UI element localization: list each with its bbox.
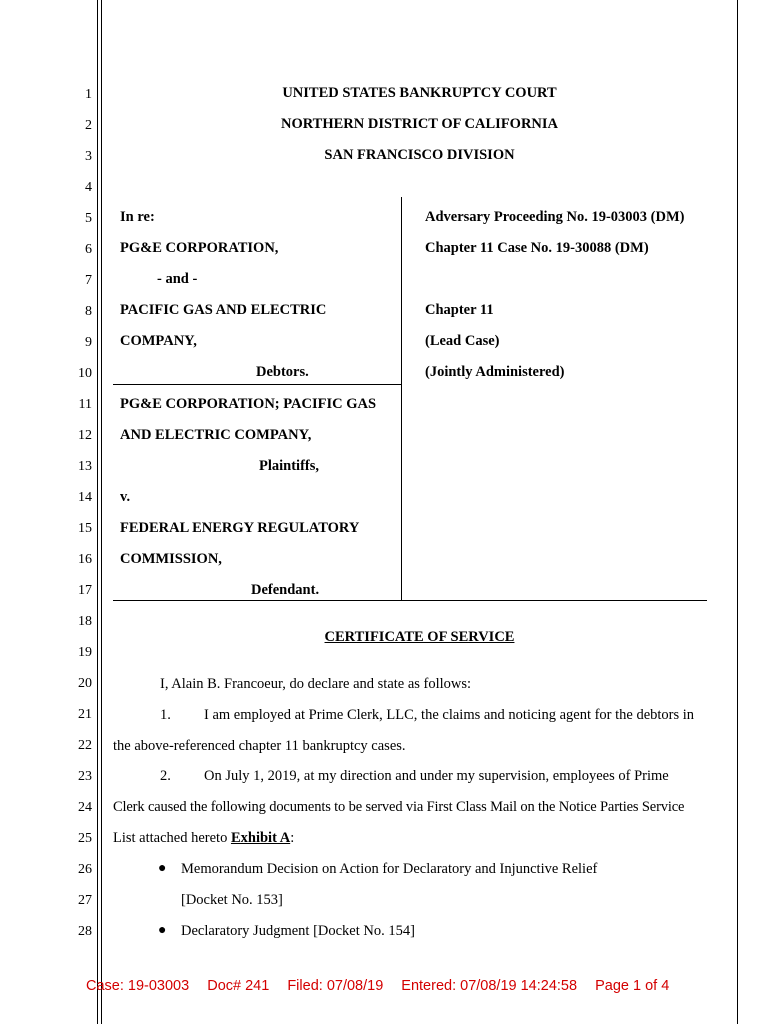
filing-stamp [86,978,683,994]
line-number: 12 [78,428,92,443]
exhibit-a-reference: Exhibit A [230,830,291,846]
line-number: 25 [78,831,92,846]
line-number: 13 [78,459,92,474]
line-number: 20 [78,676,92,691]
paragraph-1-number: 1. [160,707,171,723]
line-number: 21 [78,707,92,722]
document-title: CERTIFICATE OF SERVICE [324,629,515,645]
caption-defendant-label: Defendant. [251,582,320,598]
paragraph-2-line-3-text: List attached hereto [113,830,231,846]
right-margin-rule [737,0,738,1024]
chapter-11-case-number: Chapter 11 Case No. 19-30088 (DM) [425,240,649,256]
paragraph-1-line-2: the above-referenced chapter 11 bankruptcy cases. [113,738,406,754]
caption-plaintiffs-label: Plaintiffs, [259,458,320,474]
line-number: 7 [85,273,92,288]
line-number: 22 [78,738,92,753]
caption-versus: v. [120,489,131,505]
caption-plaintiff-line-1: PG&E CORPORATION; PACIFIC GAS [120,396,377,412]
line-number: 8 [85,304,92,319]
court-name: UNITED STATES BANKRUPTCY COURT [282,85,557,101]
line-number: 14 [78,490,92,505]
caption-debtor-2-line-2: COMPANY, [120,333,197,349]
left-margin-rule-outer [97,0,98,1024]
caption-debtors-rule [113,384,401,385]
paragraph-2-number: 2. [160,768,171,784]
caption-defendant-line-2: COMMISSION, [120,551,222,567]
bullet-icon: ● [158,861,167,876]
line-number: 6 [85,242,92,257]
caption-in-re: In re: [120,209,155,225]
bullet-1-line-2: [Docket No. 153] [181,892,283,908]
line-number: 17 [78,583,92,598]
line-number: 28 [78,924,92,939]
caption-divider [401,197,402,601]
caption-bottom-rule [113,600,707,601]
line-number: 3 [85,149,92,164]
line-number: 19 [78,645,92,660]
line-number: 4 [85,180,92,195]
footer-page: Page 1 of 4 [595,978,670,994]
chapter-label: Chapter 11 [425,302,494,318]
caption-debtor-1: PG&E CORPORATION, [120,240,279,256]
footer-entered: Entered: 07/08/19 14:24:58 [401,978,578,994]
paragraph-2-line-1: On July 1, 2019, at my direction and under my supervision, employees of Prime [204,768,669,784]
paragraph-2-line-2: Clerk caused the following documents to be served via First Class Mail on the Notice Parties Service [113,799,685,815]
court-district: NORTHERN DISTRICT OF CALIFORNIA [280,116,559,132]
caption-debtors-label: Debtors. [256,364,309,380]
footer-doc: Doc# 241 [207,978,270,994]
line-number: 10 [78,366,92,381]
line-number: 26 [78,862,92,877]
line-number: 2 [85,118,92,133]
caption-and: - and - [157,271,198,287]
caption-plaintiff-line-2: AND ELECTRIC COMPANY, [120,427,312,443]
jointly-administered-label: (Jointly Administered) [425,364,565,380]
line-number: 5 [85,211,92,226]
line-number: 1 [85,87,92,102]
paragraph-2-line-3-colon: : [290,830,295,846]
line-number: 11 [78,397,92,412]
line-number: 23 [78,769,92,784]
paragraph-2-line-3 [113,830,294,847]
bullet-1-line-1: Memorandum Decision on Action for Declaratory and Injunctive Relief [181,861,598,877]
line-number: 16 [78,552,92,567]
line-number: 15 [78,521,92,536]
adversary-proceeding-number: Adversary Proceeding No. 19-03003 (DM) [425,209,685,225]
line-number: 9 [85,335,92,350]
line-number: 18 [78,614,92,629]
bullet-2: Declaratory Judgment [Docket No. 154] [181,923,415,939]
court-division: SAN FRANCISCO DIVISION [324,147,515,163]
lead-case-label: (Lead Case) [425,333,500,349]
line-number: 27 [78,893,92,908]
line-number: 24 [78,800,92,815]
declaration-intro: I, Alain B. Francoeur, do declare and state as follows: [160,676,472,692]
footer-filed: Filed: 07/08/19 [287,978,384,994]
paragraph-1-line-1: I am employed at Prime Clerk, LLC, the claims and noticing agent for the debtors in [204,707,695,723]
caption-debtor-2-line-1: PACIFIC GAS AND ELECTRIC [120,302,327,318]
footer-case: Case: 19-03003 [86,978,190,994]
caption-defendant-line-1: FEDERAL ENERGY REGULATORY [120,520,360,536]
bullet-icon: ● [158,923,167,938]
